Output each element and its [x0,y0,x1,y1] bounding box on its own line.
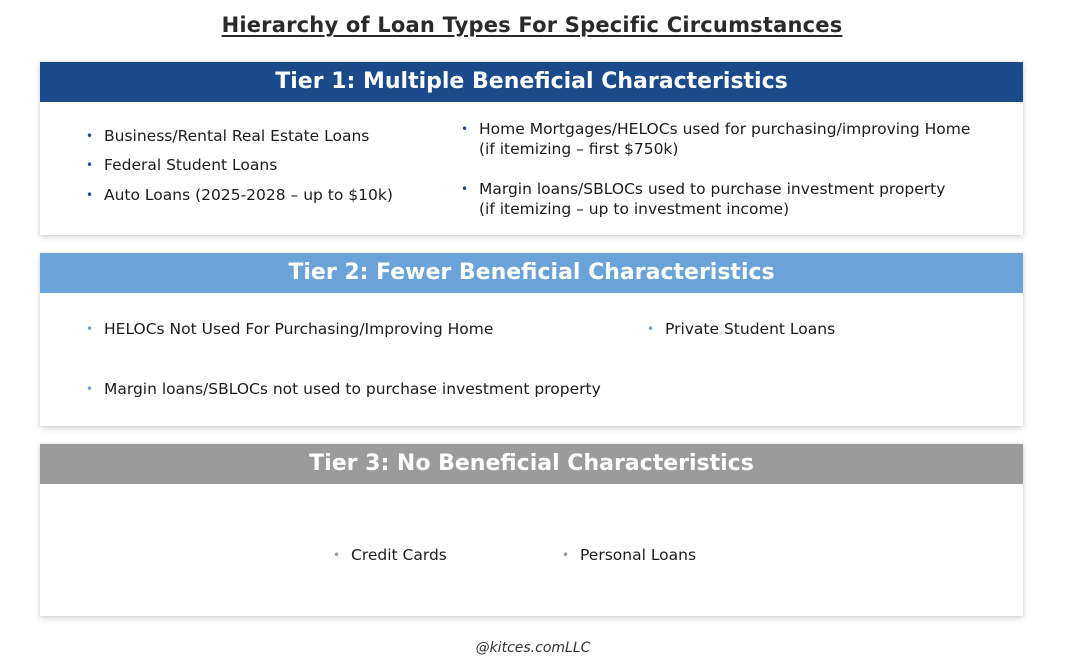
tier-3-item: • Personal Loans [562,546,697,564]
bullet-icon: • [86,382,94,396]
bullet-icon: • [86,129,94,143]
tier-2-item: • Margin loans/SBLOCs not used to purchase investment property [86,380,601,398]
bullet-icon: • [461,182,469,196]
tier-1-header: Tier 1: Multiple Beneficial Characteristics [40,62,1023,102]
tier-1-item: • Home Mortgages/HELOCs used for purchasing/improving Home (if itemizing – first $750k) [461,120,971,158]
tier-1-card [40,62,1023,235]
tier-1-body [40,102,1023,235]
bullet-icon: • [647,322,655,336]
bullet-icon: • [86,188,94,202]
tier-1-item: • Federal Student Loans [86,156,278,174]
tier-2-item: • Private Student Loans [647,320,836,338]
tier-1-item: • Margin loans/SBLOCs used to purchase investment property (if itemizing – up to investment income) [461,180,946,218]
tier-2-header: Tier 2: Fewer Beneficial Characteristics [40,253,1023,293]
tier-2-card [40,253,1023,426]
bullet-icon: • [86,158,94,172]
bullet-icon: • [86,322,94,336]
bullet-icon: • [562,548,570,562]
tier-2-body [40,293,1023,426]
footer-credit: @kitces.comLLC [475,640,591,656]
tier-1-item: • Business/Rental Real Estate Loans [86,127,370,145]
tier-3-card [40,444,1023,616]
tier-3-body [40,484,1023,616]
bullet-icon: • [461,122,469,136]
tier-3-header: Tier 3: No Beneficial Characteristics [40,444,1023,484]
tier-1-item: • Auto Loans (2025-2028 – up to $10k) [86,186,393,204]
tier-2-item: • HELOCs Not Used For Purchasing/Improving Home [86,320,494,338]
diagram-title: Hierarchy of Loan Types For Specific Circumstances [221,13,843,37]
tier-3-item: • Credit Cards [333,546,447,564]
bullet-icon: • [333,548,341,562]
